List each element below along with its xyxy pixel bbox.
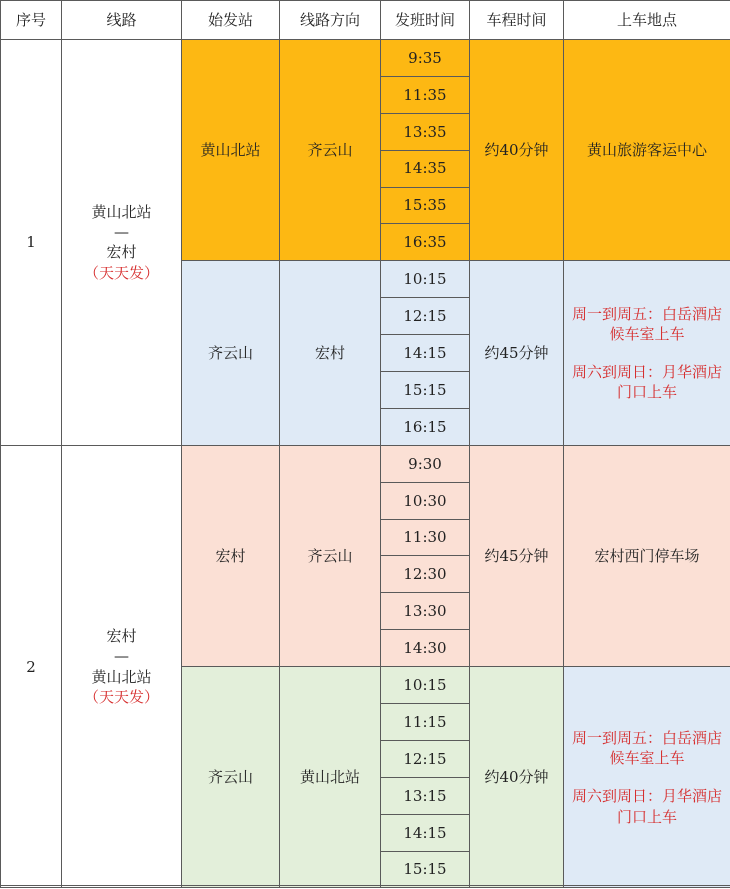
departure-time: 13:30 xyxy=(381,593,470,630)
departure-time: 11:15 xyxy=(381,704,470,741)
boarding-cell xyxy=(564,261,730,445)
route-frequency-note: （天天发） xyxy=(83,263,159,282)
departure-time: 10:15 xyxy=(381,261,470,298)
departure-time: 11:35 xyxy=(381,76,470,113)
departure-time: 14:15 xyxy=(381,335,470,372)
departure-time: 11:30 xyxy=(381,519,470,556)
route-index-cell: 2 xyxy=(1,445,62,888)
route-frequency-note: （天天发） xyxy=(83,687,159,706)
departure-time: 14:30 xyxy=(381,630,470,667)
duration-cell: 约45分钟 xyxy=(470,445,564,666)
header-boarding: 上车地点 xyxy=(564,1,730,40)
header-departure: 发班时间 xyxy=(381,1,470,40)
boarding-weekday-line-1: 周一到周五：白岳酒店 xyxy=(571,728,722,747)
origin-cell: 宏村 xyxy=(182,445,280,666)
departure-time: 13:35 xyxy=(381,113,470,150)
boarding-weekday-line-2: 候车室上车 xyxy=(609,749,685,768)
header-origin: 始发站 xyxy=(182,1,280,40)
route-name-cell xyxy=(62,445,182,888)
origin-cell: 齐云山 xyxy=(182,261,280,445)
route-dash: — xyxy=(114,647,129,666)
boarding-cell: 宏村西门停车场 xyxy=(564,445,730,666)
boarding-weekday-line-1: 周一到周五：白岳酒店 xyxy=(571,304,722,323)
departure-time: 12:15 xyxy=(381,298,470,335)
duration-cell: 约45分钟 xyxy=(470,261,564,445)
departure-time: 10:30 xyxy=(381,482,470,519)
table-row xyxy=(1,40,730,77)
departure-time: 16:15 xyxy=(381,408,470,445)
departure-time: 15:15 xyxy=(381,851,470,888)
departure-time: 13:15 xyxy=(381,777,470,814)
route-dash: — xyxy=(114,223,129,242)
header-row xyxy=(1,1,730,40)
departure-time: 12:30 xyxy=(381,556,470,593)
boarding-weekend-line-1: 周六到周日：月华酒店 xyxy=(571,787,722,806)
duration-cell: 约40分钟 xyxy=(470,667,564,888)
boarding-cell xyxy=(564,667,730,888)
departure-time: 16:35 xyxy=(381,224,470,261)
departure-time: 14:35 xyxy=(381,150,470,187)
departure-time: 9:35 xyxy=(381,40,470,77)
origin-cell: 齐云山 xyxy=(182,667,280,888)
bottom-divider xyxy=(0,885,730,886)
route-name-cell xyxy=(62,40,182,446)
direction-cell: 齐云山 xyxy=(280,40,381,261)
header-direction: 线路方向 xyxy=(280,1,381,40)
departure-time: 15:15 xyxy=(381,372,470,409)
boarding-weekend-line-2: 门口上车 xyxy=(616,383,677,402)
route-index-cell: 1 xyxy=(1,40,62,446)
direction-cell: 黄山北站 xyxy=(280,667,381,888)
departure-time: 9:30 xyxy=(381,445,470,482)
departure-time: 12:15 xyxy=(381,740,470,777)
boarding-weekend-line-1: 周六到周日：月华酒店 xyxy=(571,363,722,382)
header-index: 序号 xyxy=(1,1,62,40)
boarding-cell: 黄山旅游客运中心 xyxy=(564,40,730,261)
header-route: 线路 xyxy=(62,1,182,40)
route-from: 宏村 xyxy=(106,627,137,646)
departure-time: 15:35 xyxy=(381,187,470,224)
direction-cell: 宏村 xyxy=(280,261,381,445)
route-to: 黄山北站 xyxy=(91,667,152,686)
origin-cell: 黄山北站 xyxy=(182,40,280,261)
boarding-weekday-line-2: 候车室上车 xyxy=(609,324,685,343)
route-to: 宏村 xyxy=(106,243,137,262)
boarding-weekend-line-2: 门口上车 xyxy=(616,807,677,826)
duration-cell: 约40分钟 xyxy=(470,40,564,261)
header-duration: 车程时间 xyxy=(470,1,564,40)
departure-time: 10:15 xyxy=(381,667,470,704)
route-from: 黄山北站 xyxy=(91,202,152,221)
direction-cell: 齐云山 xyxy=(280,445,381,666)
departure-time: 14:15 xyxy=(381,814,470,851)
table-row xyxy=(1,445,730,482)
